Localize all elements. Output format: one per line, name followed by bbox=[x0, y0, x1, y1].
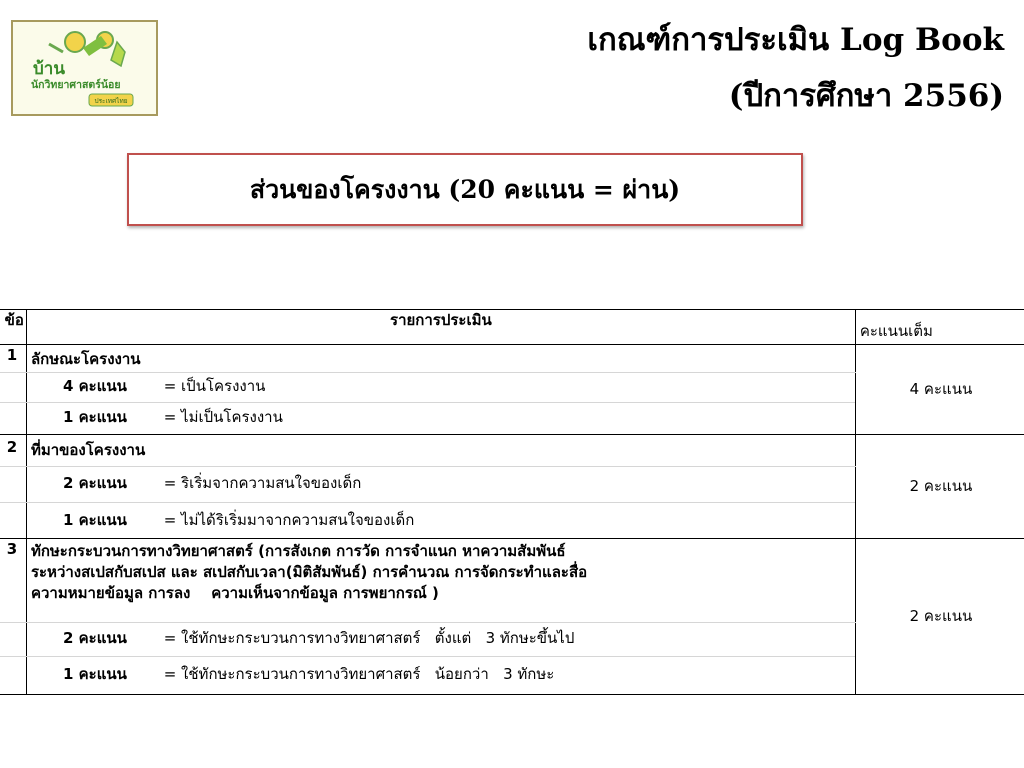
level-description: = ไม่เป็นโครงงาน bbox=[163, 408, 283, 426]
criterion-number: 1 bbox=[0, 345, 26, 373]
criterion-title: ที่มาของโครงงาน bbox=[26, 435, 855, 467]
rubric-table bbox=[0, 309, 1024, 695]
criterion-title-line: ระหว่างสเปสกับสเปส และ สเปสกับเวลา(มิติสัมพันธ์) การคำนวณ การจัดกระทำและสื่อ bbox=[30, 563, 588, 581]
level-description: = ไม่ได้ริเริ่มมาจากความสนใจของเด็ก bbox=[163, 511, 415, 529]
criterion-title: ลักษณะโครงงาน bbox=[26, 345, 855, 373]
level-points: 2 คะแนน bbox=[62, 474, 127, 492]
header-item: รายการประเมิน bbox=[26, 310, 855, 345]
criterion-title bbox=[26, 539, 855, 623]
level-points: 1 คะแนน bbox=[62, 511, 127, 529]
header-full-score: คะแนนเต็ม bbox=[855, 310, 1024, 345]
title-line1: เกณฑ์การประเมิน Log Book bbox=[587, 22, 1004, 58]
table-row bbox=[0, 345, 1024, 373]
header-no: ข้อ bbox=[0, 310, 26, 345]
section-heading-box: ส่วนของโครงงาน (20 คะแนน = ผ่าน) bbox=[127, 153, 803, 226]
criterion-full-score: 2 คะแนน bbox=[855, 435, 1024, 539]
criterion-full-score: 4 คะแนน bbox=[855, 345, 1024, 435]
level-row bbox=[26, 467, 855, 503]
level-row bbox=[26, 503, 855, 539]
logo bbox=[11, 20, 158, 116]
table-row bbox=[0, 539, 1024, 623]
logo-line3: ประเทศไทย bbox=[94, 97, 128, 105]
criterion-title-line: ทักษะกระบวนการทางวิทยาศาสตร์ (การสังเกต การวัด การจำแนก หาความสัมพันธ์ bbox=[30, 542, 566, 560]
level-row bbox=[26, 657, 855, 695]
level-points: 2 คะแนน bbox=[62, 629, 127, 647]
level-description: = ใช้ทักษะกระบวนการทางวิทยาศาสตร์ น้อยกว่า 3 ทักษะ bbox=[163, 665, 555, 683]
level-points: 1 คะแนน bbox=[62, 408, 127, 426]
title-line2: (ปีการศึกษา 2556) bbox=[728, 78, 1004, 114]
logo-line1: บ้าน bbox=[33, 59, 65, 79]
table-row bbox=[0, 435, 1024, 467]
level-description: = ใช้ทักษะกระบวนการทางวิทยาศาสตร์ ตั้งแต่ 3 ทักษะขึ้นไป bbox=[163, 629, 575, 647]
criterion-full-score: 2 คะแนน bbox=[855, 539, 1024, 695]
level-description: = เป็นโครงงาน bbox=[163, 377, 266, 395]
level-row bbox=[26, 623, 855, 657]
level-points: 4 คะแนน bbox=[62, 377, 127, 395]
logo-line2: นักวิทยาศาสตร์น้อย bbox=[31, 79, 121, 91]
criterion-number: 3 bbox=[0, 539, 26, 623]
level-description: = ริเริ่มจากความสนใจของเด็ก bbox=[163, 474, 362, 492]
level-points: 1 คะแนน bbox=[62, 665, 127, 683]
page-title bbox=[587, 12, 1004, 124]
criterion-title-line: ความหมายข้อมูล การลง ความเห็นจากข้อมูล การพยากรณ์ ) bbox=[30, 584, 439, 602]
table-header-row bbox=[0, 310, 1024, 345]
criterion-number: 2 bbox=[0, 435, 26, 467]
level-row bbox=[26, 403, 855, 435]
level-row bbox=[26, 373, 855, 403]
